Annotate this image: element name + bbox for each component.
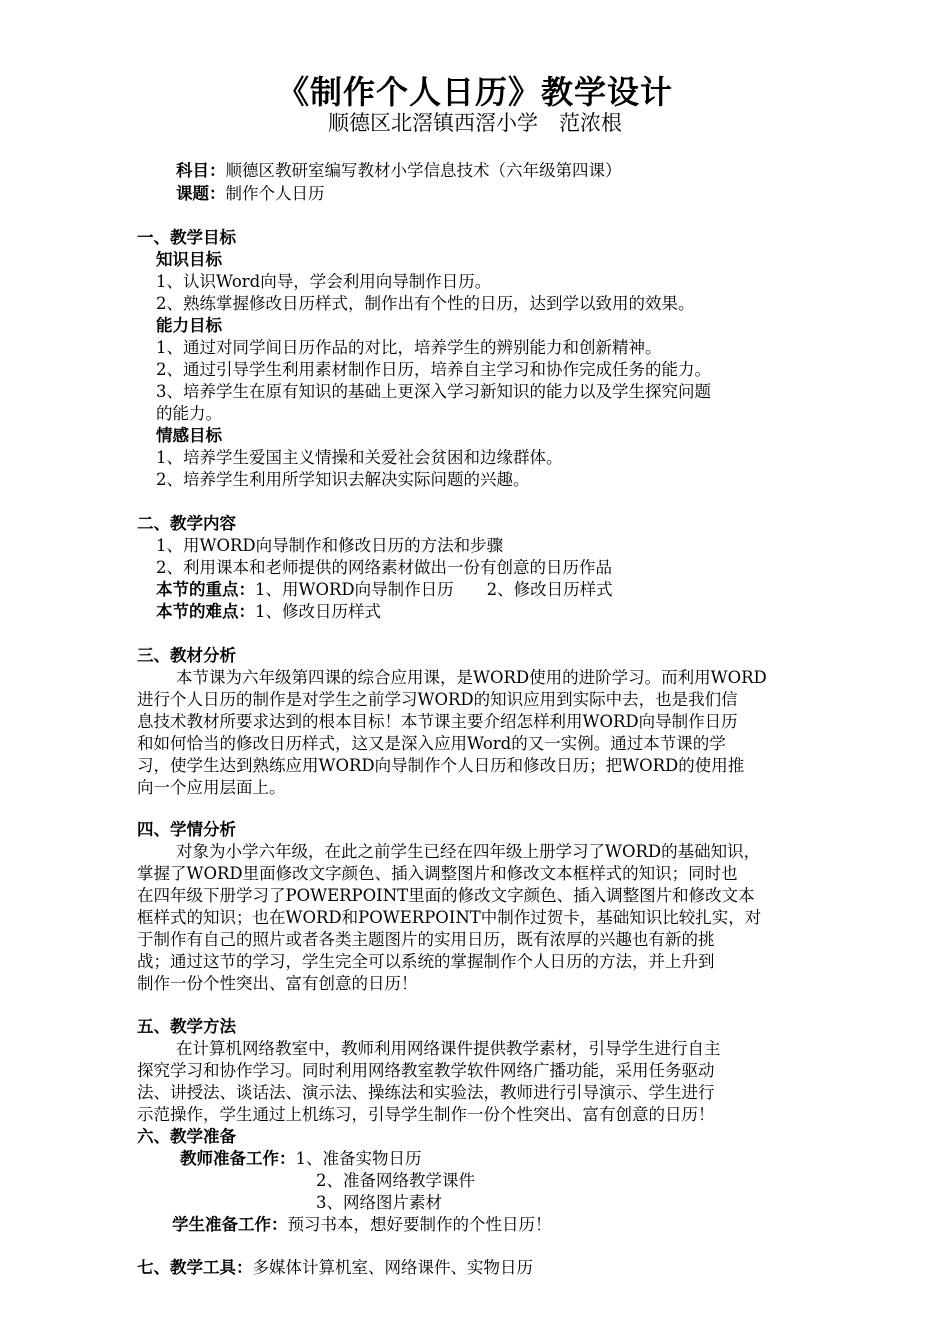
teacher-prep-label: 教师准备工作： bbox=[180, 1149, 296, 1168]
list-item: 2、利用课本和老师提供的网络素材做出一份有创意的日历作品 bbox=[156, 558, 612, 577]
paragraph-line: 制作一份个性突出、富有创意的日历！ bbox=[137, 974, 418, 993]
list-item: 1、认识Word向导，学会利用向导制作日历。 bbox=[156, 272, 492, 291]
list-item: 3、培养学生在原有知识的基础上更深入学习新知识的能力以及学生探究问题 bbox=[156, 382, 711, 401]
student-prep-label: 学生准备工作： bbox=[172, 1215, 288, 1234]
topic-value: 制作个人日历 bbox=[225, 184, 325, 203]
tools-line bbox=[137, 1257, 533, 1279]
difficulty-line bbox=[156, 601, 381, 623]
list-item: 1、培养学生爱国主义情操和关爱社会贫困和边缘群体。 bbox=[156, 448, 563, 467]
document-author: 顺德区北滘镇西滘小学 范浓根 bbox=[328, 111, 622, 135]
list-item: 2、通过引导学生利用素材制作日历，培养自主学习和协作完成任务的能力。 bbox=[156, 360, 711, 379]
list-item: 1、准备实物日历 bbox=[295, 1149, 422, 1168]
paragraph-line: 法、讲授法、谈话法、演示法、操练法和实验法，教师进行引导演示、学生进行 bbox=[137, 1083, 715, 1102]
paragraph-line: 战；通过这节的学习，学生完全可以系统的掌握制作个人日历的方法，并上升到 bbox=[137, 952, 715, 971]
paragraph-line: 掌握了WORD里面修改文字颜色、插入调整图片和修改文本框样式的知识；同时也 bbox=[137, 864, 738, 883]
paragraph-line: 息技术教材所要求达到的根本目标！本节课主要介绍怎样利用WORD向导制作日历 bbox=[137, 712, 738, 731]
difficulty-label: 本节的难点： bbox=[156, 602, 255, 621]
section-heading-material: 三、教材分析 bbox=[137, 646, 236, 665]
paragraph-line: 框样式的知识；也在WORD和POWERPOINT中制作过贺卡，基础知识比较扎实，对 bbox=[137, 908, 762, 927]
list-item: 1、通过对同学间日历作品的对比，培养学生的辨别能力和创新精神。 bbox=[156, 338, 662, 357]
list-item: 2、准备网络教学课件 bbox=[316, 1171, 475, 1190]
section-heading-learners: 四、学情分析 bbox=[137, 820, 236, 839]
paragraph-line: 进行个人日历的制作是对学生之前学习WORD的知识应用到实际中去，也是我们信 bbox=[137, 690, 738, 709]
paragraph-line: 于制作有自己的照片或者各类主题图片的实用日历，既有浓厚的兴趣也有新的挑 bbox=[137, 930, 715, 949]
section-heading-methods: 五、教学方法 bbox=[137, 1017, 236, 1036]
topic-line bbox=[176, 183, 325, 205]
list-item: 的能力。 bbox=[156, 404, 222, 423]
list-item: 3、网络图片素材 bbox=[316, 1193, 442, 1212]
paragraph-line: 向一个应用层面上。 bbox=[137, 778, 286, 797]
list-item: 1、用WORD向导制作和修改日历的方法和步骤 bbox=[156, 536, 504, 555]
list-item: 2、培养学生利用所学知识去解决实际问题的兴趣。 bbox=[156, 470, 530, 489]
key-points-line bbox=[156, 579, 613, 601]
key-points-label: 本节的重点： bbox=[156, 580, 255, 599]
tools-value: 多媒体计算机室、网络课件、实物日历 bbox=[252, 1258, 533, 1277]
section-heading-tools: 七、教学工具： bbox=[137, 1258, 253, 1277]
student-prep-value: 预习书本，想好要制作的个性日历！ bbox=[287, 1215, 552, 1234]
student-prep-line bbox=[172, 1214, 552, 1236]
paragraph-line: 本节课为六年级第四课的综合应用课，是WORD使用的进阶学习。而利用WORD bbox=[176, 668, 767, 687]
difficulty-value: 1、修改日历样式 bbox=[255, 602, 381, 621]
subheading-emotion: 情感目标 bbox=[156, 426, 222, 445]
teacher-prep-line bbox=[180, 1148, 422, 1170]
paragraph-line: 在四年级下册学习了POWERPOINT里面的修改文字颜色、插入调整图片和修改文本 bbox=[137, 886, 755, 905]
subject-line bbox=[176, 160, 622, 182]
section-heading-preparation: 六、教学准备 bbox=[137, 1127, 236, 1146]
paragraph-line: 在计算机网络教室中，教师利用网络课件提供教学素材，引导学生进行自主 bbox=[176, 1039, 721, 1058]
paragraph-line: 习，使学生达到熟练应用WORD向导制作个人日历和修改日历；把WORD的使用推 bbox=[137, 756, 745, 775]
paragraph-line: 示范操作，学生通过上机练习，引导学生制作一份个性突出、富有创意的日历！ bbox=[137, 1105, 715, 1124]
section-heading-goals: 一、教学目标 bbox=[137, 228, 236, 247]
section-heading-content: 二、教学内容 bbox=[137, 514, 236, 533]
subheading-ability: 能力目标 bbox=[156, 316, 222, 335]
paragraph-line: 和如何恰当的修改日历样式，这又是深入应用Word的又一实例。通过本节课的学 bbox=[137, 734, 726, 753]
paragraph-line: 探究学习和协作学习。同时利用网络教室教学软件网络广播功能，采用任务驱动 bbox=[137, 1061, 715, 1080]
topic-label: 课题： bbox=[176, 184, 226, 203]
subheading-knowledge: 知识目标 bbox=[156, 250, 222, 269]
document-title: 《制作个人日历》教学设计 bbox=[276, 73, 673, 111]
list-item: 2、熟练掌握修改日历样式，制作出有个性的日历，达到学以致用的效果。 bbox=[156, 294, 695, 313]
paragraph-line: 对象为小学六年级，在此之前学生已经在四年级上册学习了WORD的基础知识， bbox=[176, 842, 761, 861]
key-points-value: 1、用WORD向导制作日历 2、修改日历样式 bbox=[255, 580, 613, 599]
subject-value: 顺德区教研室编写教材小学信息技术（六年级第四课） bbox=[225, 161, 622, 180]
subject-label: 科目： bbox=[176, 161, 226, 180]
